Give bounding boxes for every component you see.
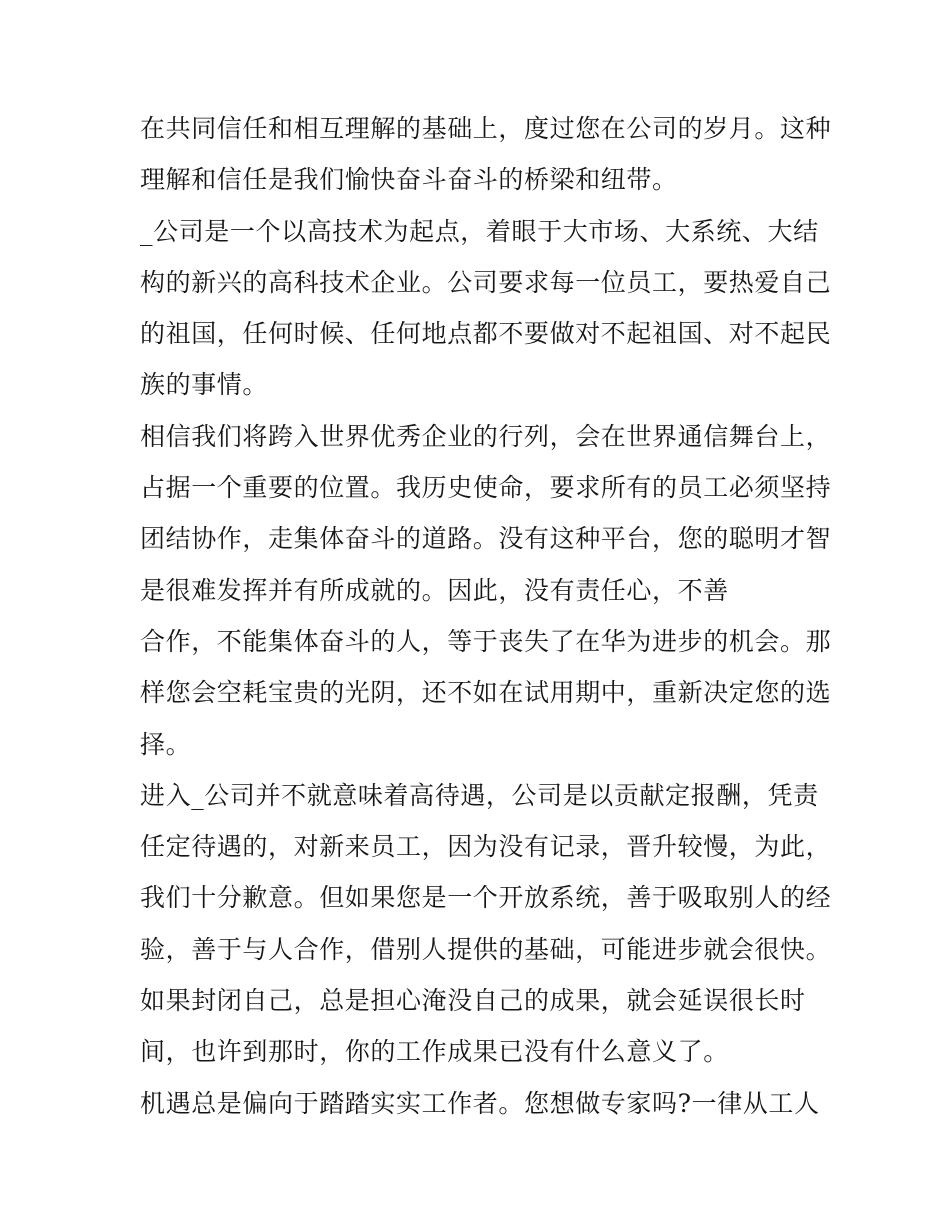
- text-line-3: _公司是一个以高技术为起点，着眼于大市场、大系统、大结: [140, 216, 819, 246]
- text-line-9: 团结协作，走集体奋斗的道路。没有这种平台，您的聪明才智: [140, 524, 832, 554]
- text-line-4: 构的新兴的高科技术企业。公司要求每一位员工，要热爱自己: [140, 267, 832, 297]
- text-line-10: 是很难发挥并有所成就的。因此，没有责任心，不善: [140, 575, 729, 605]
- text-line-11: 合作，不能集体奋斗的人，等于丧失了在华为进步的机会。那: [140, 626, 832, 656]
- text-line-5: 的祖国，任何时候、任何地点都不要做对不起祖国、对不起民: [140, 319, 832, 349]
- text-line-2: 理解和信任是我们愉快奋斗奋斗的桥梁和纽带。: [140, 165, 678, 195]
- text-line-17: 验，善于与人合作，借别人提供的基础，可能进步就会很快。: [140, 934, 832, 964]
- text-line-7: 相信我们将跨入世界优秀企业的行列，会在世界通信舞台上，: [140, 421, 832, 451]
- text-line-16: 我们十分歉意。但如果您是一个开放系统，善于吸取别人的经: [140, 883, 832, 913]
- text-line-6: 族的事情。: [140, 370, 269, 400]
- text-line-14: 进入_公司并不就意味着高待遇，公司是以贡献定报酬，凭责: [140, 780, 819, 810]
- body-text: [140, 108, 832, 1134]
- text-line-20: 机遇总是偏向于踏踏实实工作者。您想做专家吗?一律从工人: [140, 1088, 820, 1118]
- text-line-12: 样您会空耗宝贵的光阴，还不如在试用期中，重新决定您的选: [140, 678, 832, 708]
- text-line-15: 任定待遇的，对新来员工，因为没有记录，晋升较慢，为此，: [140, 832, 832, 862]
- text-line-1: 在共同信任和相互理解的基础上，度过您在公司的岁月。这种: [140, 114, 832, 143]
- text-line-8: 占据一个重要的位置。我历史使命，要求所有的员工必须坚持: [140, 473, 832, 503]
- text-line-19: 间，也许到那时，你的工作成果已没有什么意义了。: [140, 1037, 729, 1067]
- text-line-13: 择。: [140, 729, 192, 759]
- text-line-18: 如果封闭自己，总是担心淹没自己的成果，就会延误很长时: [140, 986, 806, 1016]
